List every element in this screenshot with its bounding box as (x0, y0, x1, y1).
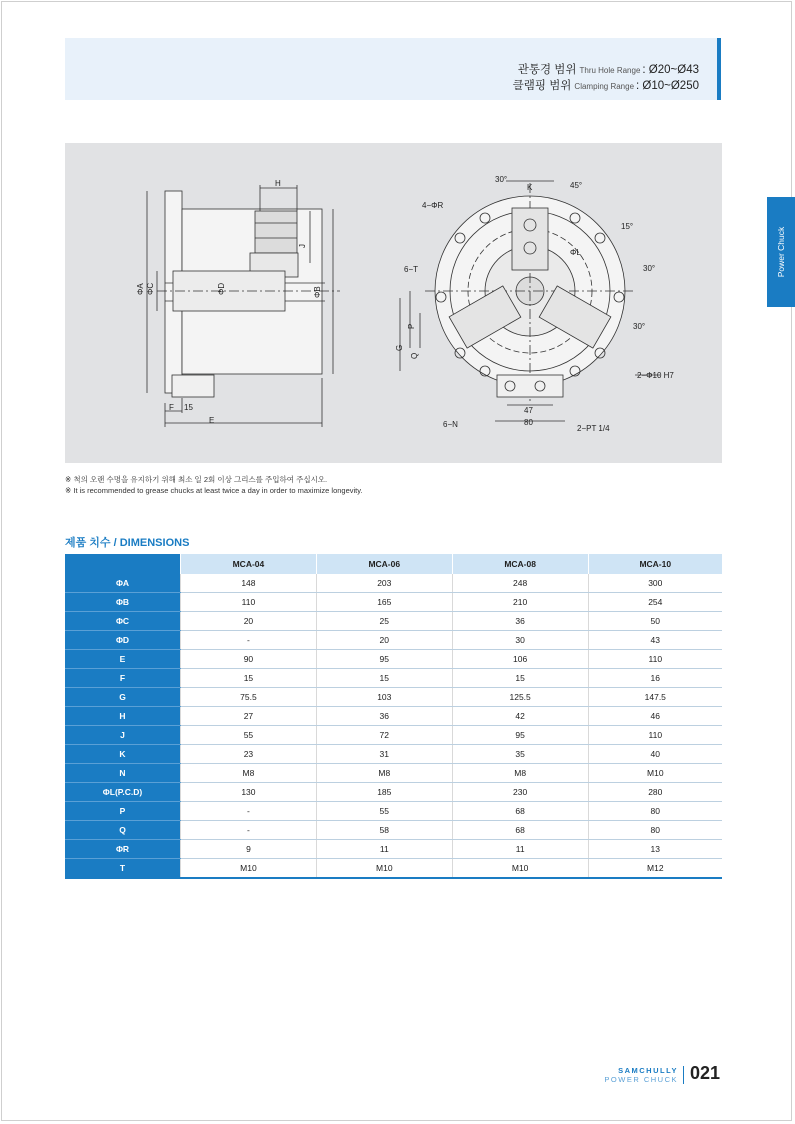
table-cell: 30 (452, 631, 588, 650)
section-side-tab[interactable] (767, 197, 795, 307)
dim-F: F (169, 403, 174, 412)
table-cell: - (181, 631, 317, 650)
table-cell: 75.5 (181, 688, 317, 707)
row-header: Q (65, 821, 181, 840)
table-cell: 185 (316, 783, 452, 802)
table-row (65, 707, 722, 726)
table-cell: 20 (316, 631, 452, 650)
table-cell: M10 (588, 764, 722, 783)
row-header: ΦB (65, 593, 181, 612)
table-cell: M12 (588, 859, 722, 879)
brand-line-2: POWER CHUCK (604, 1075, 678, 1084)
label-4R: 4−ΦR (422, 201, 444, 210)
table-header-row (65, 554, 722, 574)
table-cell: 95 (452, 726, 588, 745)
table-cell: 110 (181, 593, 317, 612)
row-header: ΦA (65, 574, 181, 593)
drawing-svg (65, 143, 722, 463)
table-row (65, 574, 722, 593)
table-cell: 72 (316, 726, 452, 745)
table-cell: 27 (181, 707, 317, 726)
table-row (65, 821, 722, 840)
row-header: E (65, 650, 181, 669)
table-row (65, 669, 722, 688)
thru-hole-value: : Ø20~Ø43 (642, 64, 699, 76)
dim-G: G (395, 344, 404, 351)
table-cell: 203 (316, 574, 452, 593)
table-cell: 13 (588, 840, 722, 859)
footer-separator (683, 1066, 684, 1084)
row-header: N (65, 764, 181, 783)
table-cell: 165 (316, 593, 452, 612)
dim-E: E (209, 416, 215, 425)
dim-phiD: ΦD (217, 282, 226, 295)
table-row (65, 631, 722, 650)
clamping-value: : Ø10~Ø250 (636, 80, 699, 92)
table-cell: 11 (316, 840, 452, 859)
table-cell: 106 (452, 650, 588, 669)
table-corner (65, 554, 181, 574)
label-6N: 6−N (443, 420, 458, 429)
table-row (65, 840, 722, 859)
table-cell: 254 (588, 593, 722, 612)
angle-15: 15° (621, 222, 634, 231)
table-row (65, 859, 722, 879)
row-header: ΦR (65, 840, 181, 859)
row-header: F (65, 669, 181, 688)
table-cell: 15 (181, 669, 317, 688)
table-cell: - (181, 802, 317, 821)
dim-Q: Q (410, 352, 419, 359)
angle-30-bottom: 30° (633, 322, 646, 331)
table-body (65, 574, 722, 878)
col-header: MCA-10 (588, 554, 722, 574)
row-header: J (65, 726, 181, 745)
table-cell: 103 (316, 688, 452, 707)
table-cell: 16 (588, 669, 722, 688)
clamping-ko: 클램핑 범위 (512, 80, 572, 92)
table-cell: 35 (452, 745, 588, 764)
table-cell: 40 (588, 745, 722, 764)
brand-logo (590, 1067, 678, 1085)
side-tab-label: Power Chuck (776, 226, 786, 278)
dim-phiC: ΦC (146, 282, 155, 295)
angle-30-top: 30° (495, 175, 508, 184)
dim-phiA: ΦA (136, 283, 145, 295)
table-cell: 280 (588, 783, 722, 802)
table-row (65, 802, 722, 821)
table-row (65, 612, 722, 631)
table-cell: 9 (181, 840, 317, 859)
table-cell: 15 (316, 669, 452, 688)
label-pt: 2−PT 1/4 (577, 424, 610, 433)
table-cell: 300 (588, 574, 722, 593)
table-cell: 11 (452, 840, 588, 859)
table-cell: M8 (316, 764, 452, 783)
col-header: MCA-06 (316, 554, 452, 574)
table-cell: 125.5 (452, 688, 588, 707)
note-korean: ※ 척의 오랜 수명을 유지하기 위해 최소 일 2회 이상 그리스를 주입하여 주십시오. (65, 475, 328, 484)
dim-J: J (298, 244, 307, 248)
dimensions-table (65, 554, 722, 879)
row-header: ΦC (65, 612, 181, 631)
row-header: K (65, 745, 181, 764)
table-cell: M8 (452, 764, 588, 783)
table-cell: - (181, 821, 317, 840)
table-cell: 50 (588, 612, 722, 631)
table-cell: 42 (452, 707, 588, 726)
table-cell: 80 (588, 802, 722, 821)
table-cell: 36 (316, 707, 452, 726)
page-number: 021 (690, 1063, 721, 1083)
table-cell: 230 (452, 783, 588, 802)
dim-phiL: ΦL (570, 248, 581, 257)
table-row (65, 783, 722, 802)
dim-P: P (407, 323, 416, 329)
label-6T: 6−T (404, 265, 419, 274)
table-cell: 95 (316, 650, 452, 669)
col-header: MCA-04 (181, 554, 317, 574)
table-cell: 80 (588, 821, 722, 840)
clamping-range (513, 77, 699, 93)
row-header: P (65, 802, 181, 821)
angle-45: 45° (570, 181, 583, 190)
table-cell: 58 (316, 821, 452, 840)
table-cell: 25 (316, 612, 452, 631)
table-cell: 43 (588, 631, 722, 650)
dim-H: H (275, 179, 281, 188)
label-h10: 2−Φ10 H7 (637, 371, 674, 380)
row-header: ΦL(P.C.D) (65, 783, 181, 802)
table-cell: 68 (452, 821, 588, 840)
table-row (65, 593, 722, 612)
table-row (65, 650, 722, 669)
note-english: ※ It is recommended to grease chucks at least twice a day in order to maximize longevity. (65, 486, 363, 495)
table-cell: 110 (588, 650, 722, 669)
dim-F15: 15 (184, 403, 193, 412)
dimensions-title: 제품 치수 / DIMENSIONS (65, 537, 190, 549)
dim-47: 47 (524, 406, 533, 415)
row-header: H (65, 707, 181, 726)
table-cell: 248 (452, 574, 588, 593)
table-cell: M10 (181, 859, 317, 879)
row-header: T (65, 859, 181, 879)
dim-K: K (527, 183, 533, 192)
table-cell: 55 (316, 802, 452, 821)
table-cell: 147.5 (588, 688, 722, 707)
brand-line-1: SAMCHULLY (618, 1066, 678, 1075)
table-cell: 130 (181, 783, 317, 802)
range-accent-bar (717, 38, 721, 100)
clamping-en: Clamping Range (574, 82, 635, 91)
table-cell: 31 (316, 745, 452, 764)
table-cell: 55 (181, 726, 317, 745)
table-cell: 23 (181, 745, 317, 764)
thru-hole-en: Thru Hole Range (579, 66, 641, 75)
table-cell: 148 (181, 574, 317, 593)
table-row (65, 688, 722, 707)
table-cell: 210 (452, 593, 588, 612)
table-cell: 68 (452, 802, 588, 821)
angle-30-right: 30° (643, 264, 656, 273)
dim-80: 80 (524, 418, 533, 427)
table-cell: M10 (316, 859, 452, 879)
table-row (65, 745, 722, 764)
thru-hole-ko: 관통경 범위 (517, 64, 577, 76)
col-header: MCA-08 (452, 554, 588, 574)
table-cell: 46 (588, 707, 722, 726)
table-row (65, 726, 722, 745)
table-cell: M10 (452, 859, 588, 879)
table-cell: 36 (452, 612, 588, 631)
table-cell: 20 (181, 612, 317, 631)
row-header: ΦD (65, 631, 181, 650)
technical-drawing (65, 143, 722, 463)
table-cell: 15 (452, 669, 588, 688)
table-cell: M8 (181, 764, 317, 783)
table-cell: 90 (181, 650, 317, 669)
thru-hole-range (518, 61, 699, 77)
table-row (65, 764, 722, 783)
row-header: G (65, 688, 181, 707)
dim-phiB: ΦB (313, 286, 322, 298)
table-cell: 110 (588, 726, 722, 745)
